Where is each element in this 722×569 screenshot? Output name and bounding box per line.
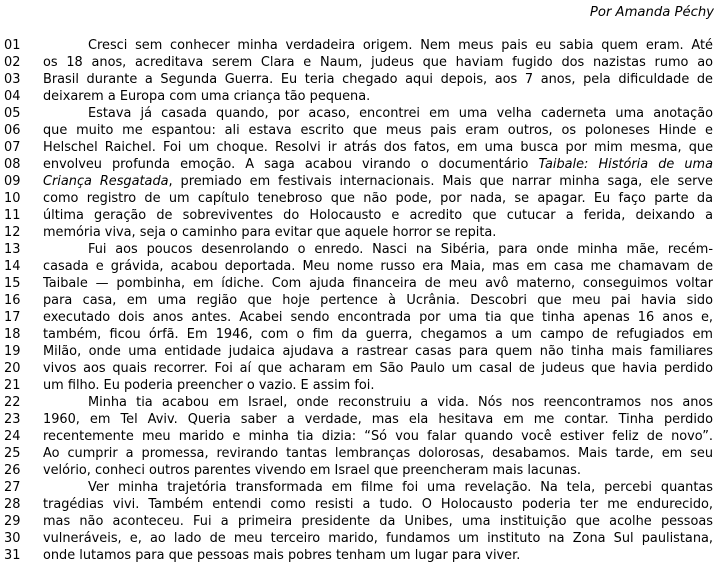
text-segment: Estava já casada quando, por acaso, encontrei em uma velha caderneta uma anotação bbox=[88, 106, 713, 121]
numbered-text-body bbox=[0, 37, 722, 564]
text-line bbox=[0, 105, 722, 122]
line-text bbox=[43, 326, 713, 343]
text-segment: Brasil durante a Segunda Guerra. Eu teria chegado aqui depois, aos 7 anos, pela dificuldade de bbox=[43, 72, 713, 87]
text-line bbox=[0, 122, 722, 139]
text-segment: um filho. Eu poderia preencher o vazio. E assim foi. bbox=[43, 378, 375, 393]
text-segment: velório, conheci outros parentes vivendo em Israel que preencheram mais lacunas. bbox=[43, 463, 581, 478]
line-number: 06 bbox=[4, 123, 21, 138]
line-number: 27 bbox=[4, 480, 21, 495]
line-text bbox=[43, 411, 713, 428]
line-text bbox=[43, 513, 713, 530]
text-line bbox=[0, 71, 722, 88]
text-segment: os 18 anos, acreditava serem Clara e Naum, judeus que haviam fugido dos nazistas rumo ao bbox=[43, 55, 713, 70]
line-number: 05 bbox=[4, 106, 21, 121]
text-line bbox=[0, 190, 722, 207]
text-segment: vulneráveis, e, ao lado de meu terceiro marido, fundamos um instituto na Zona Sul paulistana, bbox=[43, 531, 713, 546]
text-line bbox=[0, 445, 722, 462]
text-segment: Taibale — pombinha, em ídiche. Com ajuda financeira de meu avô materno, conseguimos voltar bbox=[43, 276, 713, 291]
text-segment: vivos aos quais recorrer. Foi aí que acharam em São Paulo um casal de judeus que havia perdido bbox=[43, 361, 713, 376]
line-text bbox=[43, 547, 713, 564]
line-number: 16 bbox=[4, 293, 21, 308]
line-number: 19 bbox=[4, 344, 21, 359]
text-segment: que muito me espantou: ali estava escrito que meus pais eram outros, os poloneses Hinde e bbox=[43, 123, 713, 138]
text-segment: para casa, em uma região que hoje pertence à Ucrânia. Descobri que meu pai havia sido bbox=[43, 293, 713, 308]
line-text bbox=[43, 377, 713, 394]
line-text bbox=[43, 224, 713, 241]
text-segment: como registro de um capítulo tenebroso que não pode, por nada, se apagar. Eu faço parte da bbox=[43, 191, 713, 206]
line-text bbox=[43, 428, 713, 445]
text-line bbox=[0, 54, 722, 71]
line-text bbox=[43, 309, 713, 326]
line-text bbox=[88, 37, 713, 54]
line-number: 14 bbox=[4, 259, 21, 274]
text-segment: Cresci sem conhecer minha verdadeira origem. Nem meus pais eu sabia quem eram. Até bbox=[88, 38, 713, 53]
text-segment: também, ficou órfã. Em 1946, com o fim da guerra, chegamos a um campo de refugiados em bbox=[43, 327, 713, 342]
line-number: 23 bbox=[4, 412, 21, 427]
line-number: 22 bbox=[4, 395, 21, 410]
line-text bbox=[43, 360, 713, 377]
line-number: 21 bbox=[4, 378, 21, 393]
author-byline: Por Amanda Péchy bbox=[589, 5, 714, 20]
line-number: 20 bbox=[4, 361, 21, 376]
text-line bbox=[0, 547, 722, 564]
line-number: 09 bbox=[4, 174, 21, 189]
text-segment: Helschel Raichel. Foi um choque. Resolvi ir atrás dos fatos, em uma busca por mim mesma, que bbox=[43, 140, 713, 155]
text-line bbox=[0, 343, 722, 360]
line-text bbox=[43, 71, 713, 88]
text-line bbox=[0, 428, 722, 445]
text-line bbox=[0, 156, 722, 173]
text-line bbox=[0, 275, 722, 292]
line-text bbox=[88, 241, 713, 258]
line-text bbox=[43, 462, 713, 479]
text-segment: executado dois anos antes. Acabei sendo encontrada por uma tia que tinha apenas 16 anos e, bbox=[43, 310, 713, 325]
line-text bbox=[43, 258, 713, 275]
text-segment: , premiado em festivais internacionais. Mais que narrar minha saga, ele serve bbox=[168, 174, 713, 189]
text-line bbox=[0, 139, 722, 156]
line-number: 07 bbox=[4, 140, 21, 155]
text-line bbox=[0, 496, 722, 513]
text-segment: última geração de sobreviventes do Holocausto e acredito que cutucar a ferida, deixando a bbox=[43, 208, 713, 223]
text-line bbox=[0, 360, 722, 377]
text-segment: Ver minha trajetória transformada em filme foi uma revelação. Na tela, percebi quantas bbox=[88, 480, 713, 495]
text-line bbox=[0, 241, 722, 258]
line-number: 15 bbox=[4, 276, 21, 291]
italic-title-segment: Criança Resgatada bbox=[43, 174, 169, 189]
text-segment: casada e grávida, acabou deportada. Meu nome russo era Maia, mas em casa me chamavam de bbox=[43, 259, 713, 274]
line-number: 02 bbox=[4, 55, 21, 70]
text-line bbox=[0, 326, 722, 343]
line-number: 13 bbox=[4, 242, 21, 257]
line-text bbox=[88, 394, 713, 411]
text-segment: envolveu profunda emoção. A saga acabou virando o documentário bbox=[43, 157, 539, 172]
text-line bbox=[0, 173, 722, 190]
text-segment: Minha tia acabou em Israel, onde reconstruiu a vida. Nós nos reencontramos nos anos bbox=[88, 395, 713, 410]
line-text bbox=[88, 479, 713, 496]
text-line bbox=[0, 88, 722, 105]
text-segment: memória viva, seja o caminho para evitar que aquele horror se repita. bbox=[43, 225, 497, 240]
line-number: 01 bbox=[4, 38, 21, 53]
line-text bbox=[43, 173, 713, 190]
text-line bbox=[0, 530, 722, 547]
line-number: 03 bbox=[4, 72, 21, 87]
line-text bbox=[43, 54, 713, 71]
text-line bbox=[0, 207, 722, 224]
line-number: 26 bbox=[4, 463, 21, 478]
text-line bbox=[0, 411, 722, 428]
line-text bbox=[43, 88, 713, 105]
text-segment: Ao cumprir a promessa, revirando tantas lembranças dolorosas, desabamos. Mais tarde, em seu bbox=[43, 446, 713, 461]
text-line bbox=[0, 513, 722, 530]
line-text bbox=[43, 139, 713, 156]
text-line bbox=[0, 258, 722, 275]
text-segment: recentemente meu marido e minha tia dizia: “Só vou falar quando você estiver feliz de novo”. bbox=[43, 429, 713, 444]
line-number: 29 bbox=[4, 514, 21, 529]
line-text bbox=[43, 156, 713, 173]
line-text bbox=[43, 530, 713, 547]
line-text bbox=[43, 207, 713, 224]
text-segment: onde lutamos para que pessoas mais pobres tenham um lugar para viver. bbox=[43, 548, 521, 563]
line-text bbox=[43, 445, 713, 462]
line-text bbox=[43, 496, 713, 513]
text-segment: deixarem a Europa com uma criança tão pequena. bbox=[43, 89, 371, 104]
line-text bbox=[88, 105, 713, 122]
line-number: 28 bbox=[4, 497, 21, 512]
text-line bbox=[0, 224, 722, 241]
line-number: 30 bbox=[4, 531, 21, 546]
line-number: 31 bbox=[4, 548, 21, 563]
line-text bbox=[43, 275, 713, 292]
text-line bbox=[0, 479, 722, 496]
text-segment: 1960, em Tel Aviv. Queria saber a verdade, mas ela hesitava em me contar. Tinha perdido bbox=[43, 412, 713, 427]
text-segment: tragédias vivi. Também entendi como resisti a tudo. O Holocausto poderia ter me endurecido, bbox=[43, 497, 713, 512]
text-line bbox=[0, 292, 722, 309]
line-number: 24 bbox=[4, 429, 21, 444]
line-number: 12 bbox=[4, 225, 21, 240]
line-text bbox=[43, 343, 713, 360]
line-number: 04 bbox=[4, 89, 21, 104]
line-text bbox=[43, 122, 713, 139]
text-segment: mas não aconteceu. Fui a primeira presidente da Unibes, uma instituição que acolhe pessoas bbox=[43, 514, 713, 529]
italic-title-segment: Taibale: História de uma bbox=[538, 157, 713, 172]
line-number: 17 bbox=[4, 310, 21, 325]
text-line bbox=[0, 394, 722, 411]
line-number: 25 bbox=[4, 446, 21, 461]
text-line bbox=[0, 309, 722, 326]
text-segment: Fui aos poucos desenrolando o enredo. Nasci na Sibéria, para onde minha mãe, recém- bbox=[88, 242, 713, 257]
text-line bbox=[0, 37, 722, 54]
line-text bbox=[43, 190, 713, 207]
text-line bbox=[0, 462, 722, 479]
line-number: 08 bbox=[4, 157, 21, 172]
text-line bbox=[0, 377, 722, 394]
line-number: 10 bbox=[4, 191, 21, 206]
text-segment: Milão, onde uma entidade judaica ajudava a rastrear casas para quem não tinha mais familiares bbox=[43, 344, 713, 359]
line-number: 18 bbox=[4, 327, 21, 342]
line-text bbox=[43, 292, 713, 309]
line-number: 11 bbox=[4, 208, 21, 223]
